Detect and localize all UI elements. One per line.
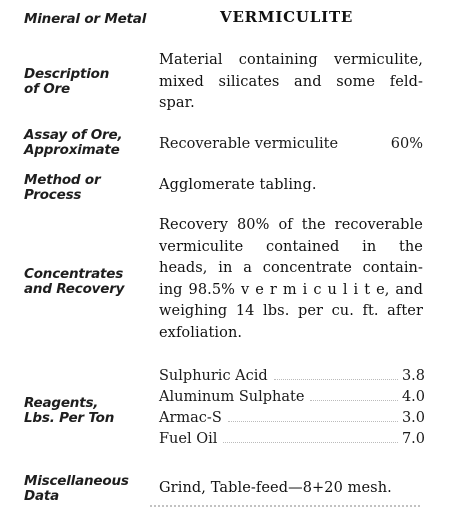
description-text: [159, 50, 423, 115]
misc-line: Grind, Table-feed—8+20 mesh.: [159, 480, 392, 496]
reagents-label: [24, 396, 114, 426]
misc-label-line: Miscellaneous: [24, 473, 129, 489]
method-label-line: Method or: [24, 172, 101, 188]
description-label-line: of Ore: [24, 81, 70, 97]
concentrates-line: exfoliation.: [159, 324, 243, 341]
assay-label-line: Approximate: [24, 142, 120, 158]
concentrates-line: ing 98.5% v e r m i c u l i t e, and: [159, 281, 423, 298]
description-line: Material containing vermiculite,: [159, 52, 423, 68]
cropped-next-line: [150, 505, 420, 513]
reagent-row: [159, 410, 425, 431]
reagent-amount: 3.0: [401, 410, 425, 426]
assay-row: [159, 134, 423, 155]
assay-value: 60%: [390, 136, 423, 152]
leader-dots: [274, 379, 398, 380]
reagent-name: Sulphuric Acid: [159, 368, 268, 384]
reagent-row: [159, 368, 425, 389]
reagent-amount: 3.8: [401, 368, 425, 384]
reagents-list: [159, 368, 425, 452]
reagents-label-line: Reagents,: [24, 395, 99, 411]
concentrates-line: weighing 14 lbs. per cu. ft. after: [159, 303, 423, 319]
mineral-or-metal-label: Mineral or Metal: [24, 11, 147, 27]
misc-label: [24, 474, 129, 504]
concentrates-label-line: Concentrates: [24, 266, 124, 282]
reagent-row: [159, 389, 425, 410]
concentrates-line: heads, in a concentrate contain-: [159, 260, 423, 276]
reagent-name: Armac-S: [159, 410, 222, 426]
description-label: [24, 67, 109, 97]
assay-item: Recoverable vermiculite: [159, 136, 339, 152]
leader-dots: [310, 400, 397, 401]
description-line: mixed silicates and some feld-: [159, 73, 423, 90]
reagent-name: Fuel Oil: [159, 431, 218, 447]
description-line: spar.: [159, 95, 195, 111]
concentrates-label: [24, 267, 124, 297]
method-label: [24, 173, 100, 203]
concentrates-line: Recovery 80% of the recoverable: [159, 217, 423, 233]
mineral-title: VERMICULITE: [220, 8, 354, 26]
misc-label-line: Data: [24, 488, 60, 504]
assay-label: [24, 128, 122, 158]
assay-label-line: Assay of Ore,: [24, 127, 123, 143]
reagent-name: Aluminum Sulphate: [159, 389, 305, 405]
leader-dots: [228, 421, 398, 422]
misc-text: [159, 478, 423, 500]
method-label-line: Process: [24, 187, 82, 203]
leader-dots: [223, 442, 398, 443]
description-label-line: Description: [24, 66, 110, 82]
concentrates-line: vermiculite contained in the: [159, 238, 423, 255]
reagents-label-line: Lbs. Per Ton: [24, 410, 115, 426]
concentrates-label-line: and Recovery: [24, 281, 125, 297]
reagent-amount: 4.0: [401, 389, 425, 405]
concentrates-text: [159, 215, 423, 344]
method-text: [159, 175, 423, 197]
reagent-amount: 7.0: [401, 431, 425, 447]
method-line: Agglomerate tabling.: [159, 177, 317, 193]
reagent-row: [159, 431, 425, 452]
